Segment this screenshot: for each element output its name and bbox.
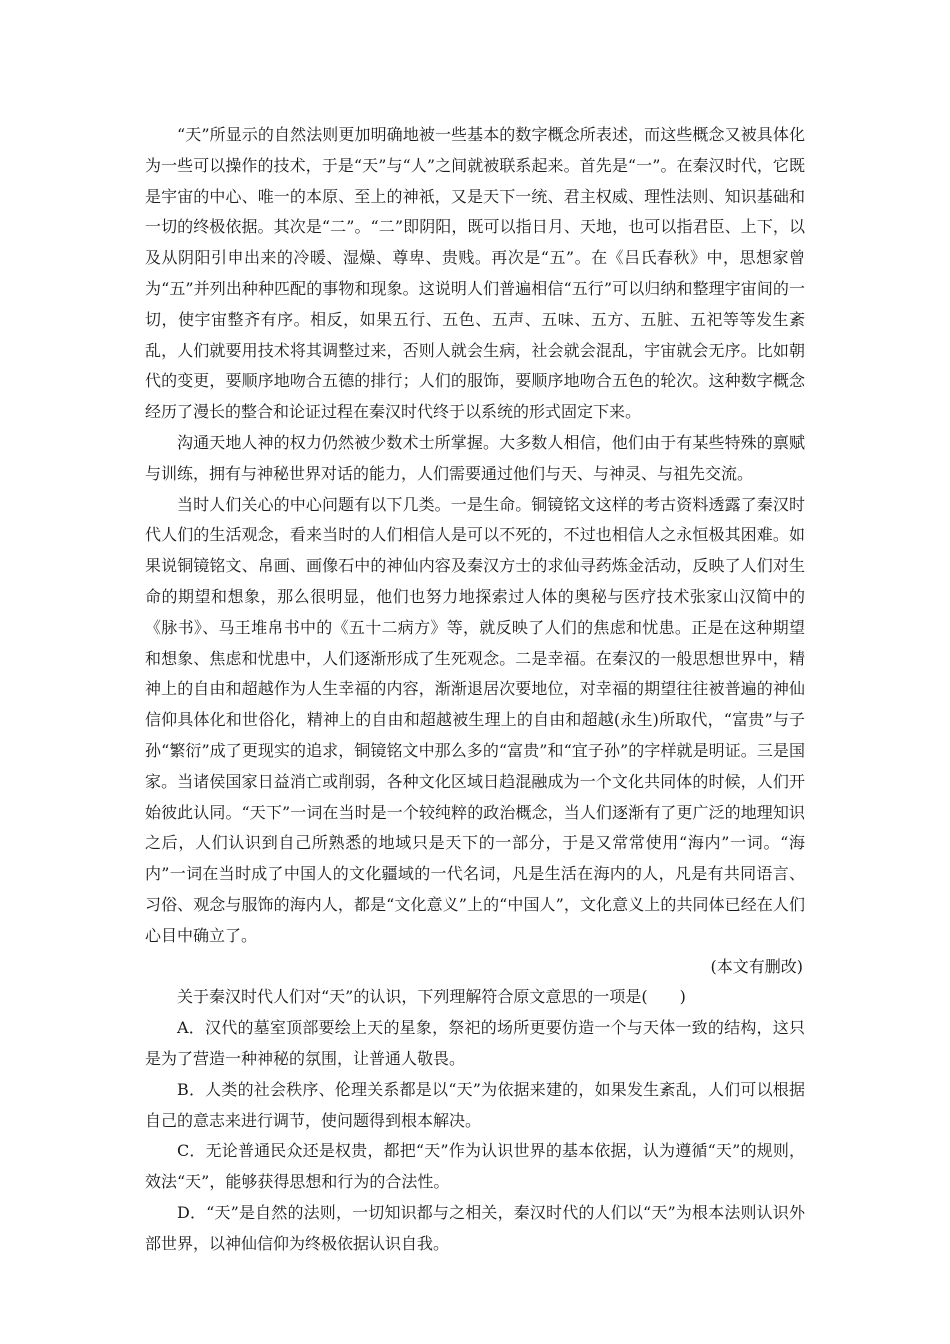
option-d: D．“天”是自然的法则，一切知识都与之相关，秦汉时代的人们以“天”为根本法则认识外部世界，以神仙信仰为终极依据认识自我。 bbox=[145, 1202, 805, 1253]
passage-paragraph-3: 当时人们关心的中心问题有以下几类。一是生命。铜镜铭文这样的考古资料透露了秦汉时代人们的生活观念，看来当时的人们相信人是可以不死的，不过也相信人之永恒极其困难。如果说铜镜铭文、帛画、画像石中的神仙内容及秦汉方士的求仙寻药炼金活动，反映了人们对生命的期望和想象，那么很明显，他们也努力地探索过人体的奥秘与医疗技术张家山汉简中的《脉书》、马王堆帛书中的《五十二病方》等，就反映了人们的焦虑和忧患。正是在这种期望和想象、焦虑和忧患中，人们逐渐形成了生死观念。二是幸福。在秦汉的一般思想世界中，精神上的自由和超越作为人生幸福的内容，渐渐退居次要地位，对幸福的期望往往被普遍的神仙信仰具体化和世俗化，精神上的自由和超越被生理上的自由和超越(永生)所取代，“富贵”与子孙“繁衍”成了更现实的追求，铜镜铭文中那么多的“富贵”和“宜子孙”的字样就是明证。三是国家。当诸侯国家日益消亡或削弱，各种文化区域日趋混融成为一个文化共同体的时候，人们开始彼此认同。“天下”一词在当时是一个较纯粹的政治概念，当人们逐渐有了更广泛的地理知识之后，人们认识到自己所熟悉的地域只是天下的一部分，于是又常常使用“海内”一词。“海内”一词在当时成了中国人的文化疆域的一代名词，凡是生活在海内的人，凡是有共同语言、习俗、观念与服饰的海内人，都是“文化意义”上的“中国人”，文化意义上的共同体已经在人们心目中确立了。 bbox=[145, 494, 805, 945]
option-b: B．人类的社会秩序、伦理关系都是以“天”为依据来建的，如果发生紊乱，人们可以根据自己的意志来进行调节，使问题得到根本解决。 bbox=[145, 1079, 805, 1130]
source-note: (本文有删改) bbox=[710, 956, 803, 976]
passage-paragraph-2: 沟通天地人神的权力仍然被少数术士所掌握。大多数人相信，他们由于有某些特殊的禀赋与训练，拥有与神秘世界对话的能力，人们需要通过他们与天、与神灵、与祖先交流。 bbox=[145, 432, 805, 483]
question-stem: 关于秦汉时代人们对“天”的认识，下列理解符合原文意思的一项是( ) bbox=[177, 987, 686, 1007]
option-c: C．无论普通民众还是权贵，都把“天”作为认识世界的基本依据，认为遵循“天”的规则，效法“天”，能够获得思想和行为的合法性。 bbox=[145, 1141, 805, 1192]
option-a: A．汉代的墓室顶部要绘上天的星象，祭祀的场所更要仿造一个与天体一致的结构，这只是为了营造一种神秘的氛围，让普通人敬畏。 bbox=[145, 1018, 805, 1068]
passage-paragraph-1: “天”所显示的自然法则更加明确地被一些基本的数字概念所表述，而这些概念又被具体化为一些可以操作的技术，于是“天”与“人”之间就被联系起来。首先是“一”。在秦汉时代，它既是宇宙的中心、唯一的本原、至上的神祇，又是天下一统、君主权威、理性法则、知识基础和一切的终极依据。其次是“二”。“二”即阴阳，既可以指日月、天地，也可以指君臣、上下，以及从阴阳引申出来的冷暖、湿燥、尊卑、贵贱。再次是“五”。在《吕氏春秋》中，思想家曾为“五”并列出种种匹配的事物和现象。这说明人们普遍相信“五行”可以归纳和整理宇宙间的一切，使宇宙整齐有序。相反，如果五行、五色、五声、五味、五方、五脏、五祀等等发生紊乱，人们就要用技术将其调整过来，否则人就会生病，社会就会混乱，宇宙就会无序。比如朝代的变更，要顺序地吻合五德的排行；人们的服饰，要顺序地吻合五色的轮次。这种数字概念经历了漫长的整合和论证过程在秦汉时代终于以系统的形式固定下来。 bbox=[145, 125, 805, 422]
document-page bbox=[145, 120, 805, 1259]
